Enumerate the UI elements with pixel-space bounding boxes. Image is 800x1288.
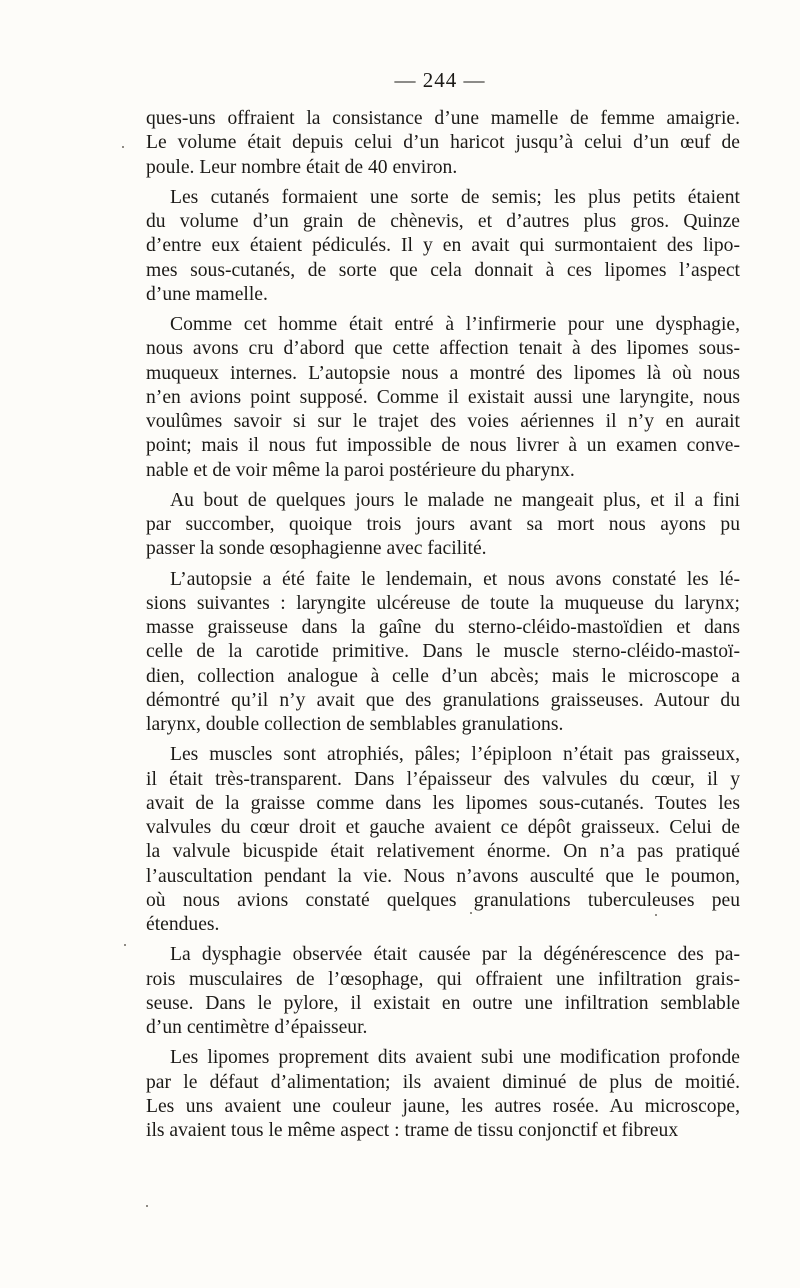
text-line: Les lipomes proprement dits avaient subi une modification profonde — [170, 1047, 740, 1069]
text-line: seuse. Dans le pylore, il existait en outre une infiltration semblable — [146, 992, 740, 1014]
text-line: n’en avions point supposé. Comme il existait aussi une laryngite, nous — [146, 386, 740, 408]
text-line: valvules du cœur droit et gauche avaient ce dépôt graisseux. Celui de — [146, 817, 740, 838]
text-line: Comme cet homme était entré à l’infirmerie pour une dysphagie, — [170, 314, 740, 335]
text-line: par le défaut d’alimentation; ils avaient diminué de plus de moitié. — [146, 1071, 740, 1093]
text-line: La dysphagie observée était causée par la dégénérescence des pa- — [170, 944, 740, 966]
text-line: par succomber, quoique trois jours avant sa mort nous ayons pu — [146, 514, 740, 535]
paragraph — [146, 743, 740, 937]
paragraph — [146, 489, 740, 562]
text-line: il était très-transparent. Dans l’épaisseur des valvules du cœur, il y — [146, 768, 740, 790]
text-line: celle de la carotide primitive. Dans le muscle sterno-cléido-mastoï- — [146, 641, 740, 663]
text-line: étendues. — [146, 914, 220, 935]
text-line: ils avaient tous le même aspect : trame de tissu conjonctif et fibreux — [146, 1120, 679, 1141]
text-line: Les uns avaient une couleur jaune, les autres rosée. Au microscope, — [146, 1095, 740, 1117]
text-line: démontré qu’il n’y avait que des granulations graisseuses. Autour du — [146, 689, 740, 711]
paragraph — [146, 107, 740, 180]
paragraph — [146, 1046, 740, 1143]
text-line: avait de la graisse comme dans les lipomes sous-cutanés. Toutes les — [146, 792, 740, 814]
text-line: poule. Leur nombre était de 40 environ. — [146, 156, 458, 178]
text-line: nous avons cru d’abord que cette affection tenait à des lipomes sous- — [146, 338, 740, 360]
text-line: du volume d’un grain de chènevis, et d’autres plus gros. Quinze — [146, 211, 740, 232]
print-speck — [470, 912, 472, 914]
paragraph — [146, 568, 740, 738]
text-line: sions suivantes : laryngite ulcéreuse de toute la muqueuse du larynx; — [146, 592, 740, 614]
text-line: L’autopsie a été faite le lendemain, et nous avons constaté les lé- — [170, 568, 740, 590]
text-line: muqueux internes. L’autopsie nous a montré des lipomes là où nous — [146, 362, 740, 384]
paragraph — [146, 313, 740, 483]
page-number: — 244 — — [394, 68, 486, 92]
body-text — [146, 107, 740, 1143]
text-line: Les muscles sont atrophiés, pâles; l’épiploon n’était pas graisseux, — [170, 744, 740, 766]
text-line: point; mais il nous fut impossible de nous livrer à un examen conve- — [146, 435, 740, 457]
text-line: rois musculaires de l’œsophage, qui offraient une infiltration grais- — [146, 968, 740, 990]
paragraph — [146, 943, 740, 1040]
print-speck — [655, 914, 657, 916]
text-line: Le volume était depuis celui d’un haricot jusqu’à celui d’un œuf de — [146, 132, 740, 154]
text-line: nable et de voir même la paroi postérieure du pharynx. — [146, 459, 575, 481]
print-speck — [122, 146, 124, 148]
text-line: Au bout de quelques jours le malade ne mangeait plus, et il a fini — [170, 489, 740, 511]
text-line: d’un centimètre d’épaisseur. — [146, 1017, 368, 1038]
text-line: larynx, double collection de semblables granulations. — [146, 714, 564, 735]
text-line: voulûmes savoir si sur le trajet des voies aériennes il n’y en aurait — [146, 411, 740, 432]
text-line: Les cutanés formaient une sorte de semis; les plus petits étaient — [170, 186, 740, 208]
text-line: ques-uns offraient la consistance d’une mamelle de femme amaigrie. — [146, 108, 740, 129]
print-speck — [124, 944, 126, 946]
text-line: où nous avions constaté quelques granulations tuberculeuses peu — [146, 889, 740, 911]
print-speck — [146, 1205, 148, 1207]
text-line: l’auscultation pendant la vie. Nous n’avons ausculté que le poumon, — [146, 865, 740, 887]
text-line: dien, collection analogue à celle d’un abcès; mais le microscope a — [146, 665, 740, 687]
text-line: d’une mamelle. — [146, 283, 268, 305]
text-line: la valvule bicuspide était relativement énorme. On n’a pas pratiqué — [146, 841, 740, 863]
text-line: masse graisseuse dans la gaîne du sterno-cléido-mastoïdien et dans — [146, 617, 740, 638]
paragraph — [146, 186, 740, 307]
text-line: passer la sonde œsophagienne avec facilité. — [146, 538, 487, 560]
text-line: d’entre eux étaient pédiculés. Il y en avait qui surmontaient des lipo- — [146, 235, 740, 257]
text-line: mes sous-cutanés, de sorte que cela donnait à ces lipomes l’aspect — [146, 259, 740, 281]
